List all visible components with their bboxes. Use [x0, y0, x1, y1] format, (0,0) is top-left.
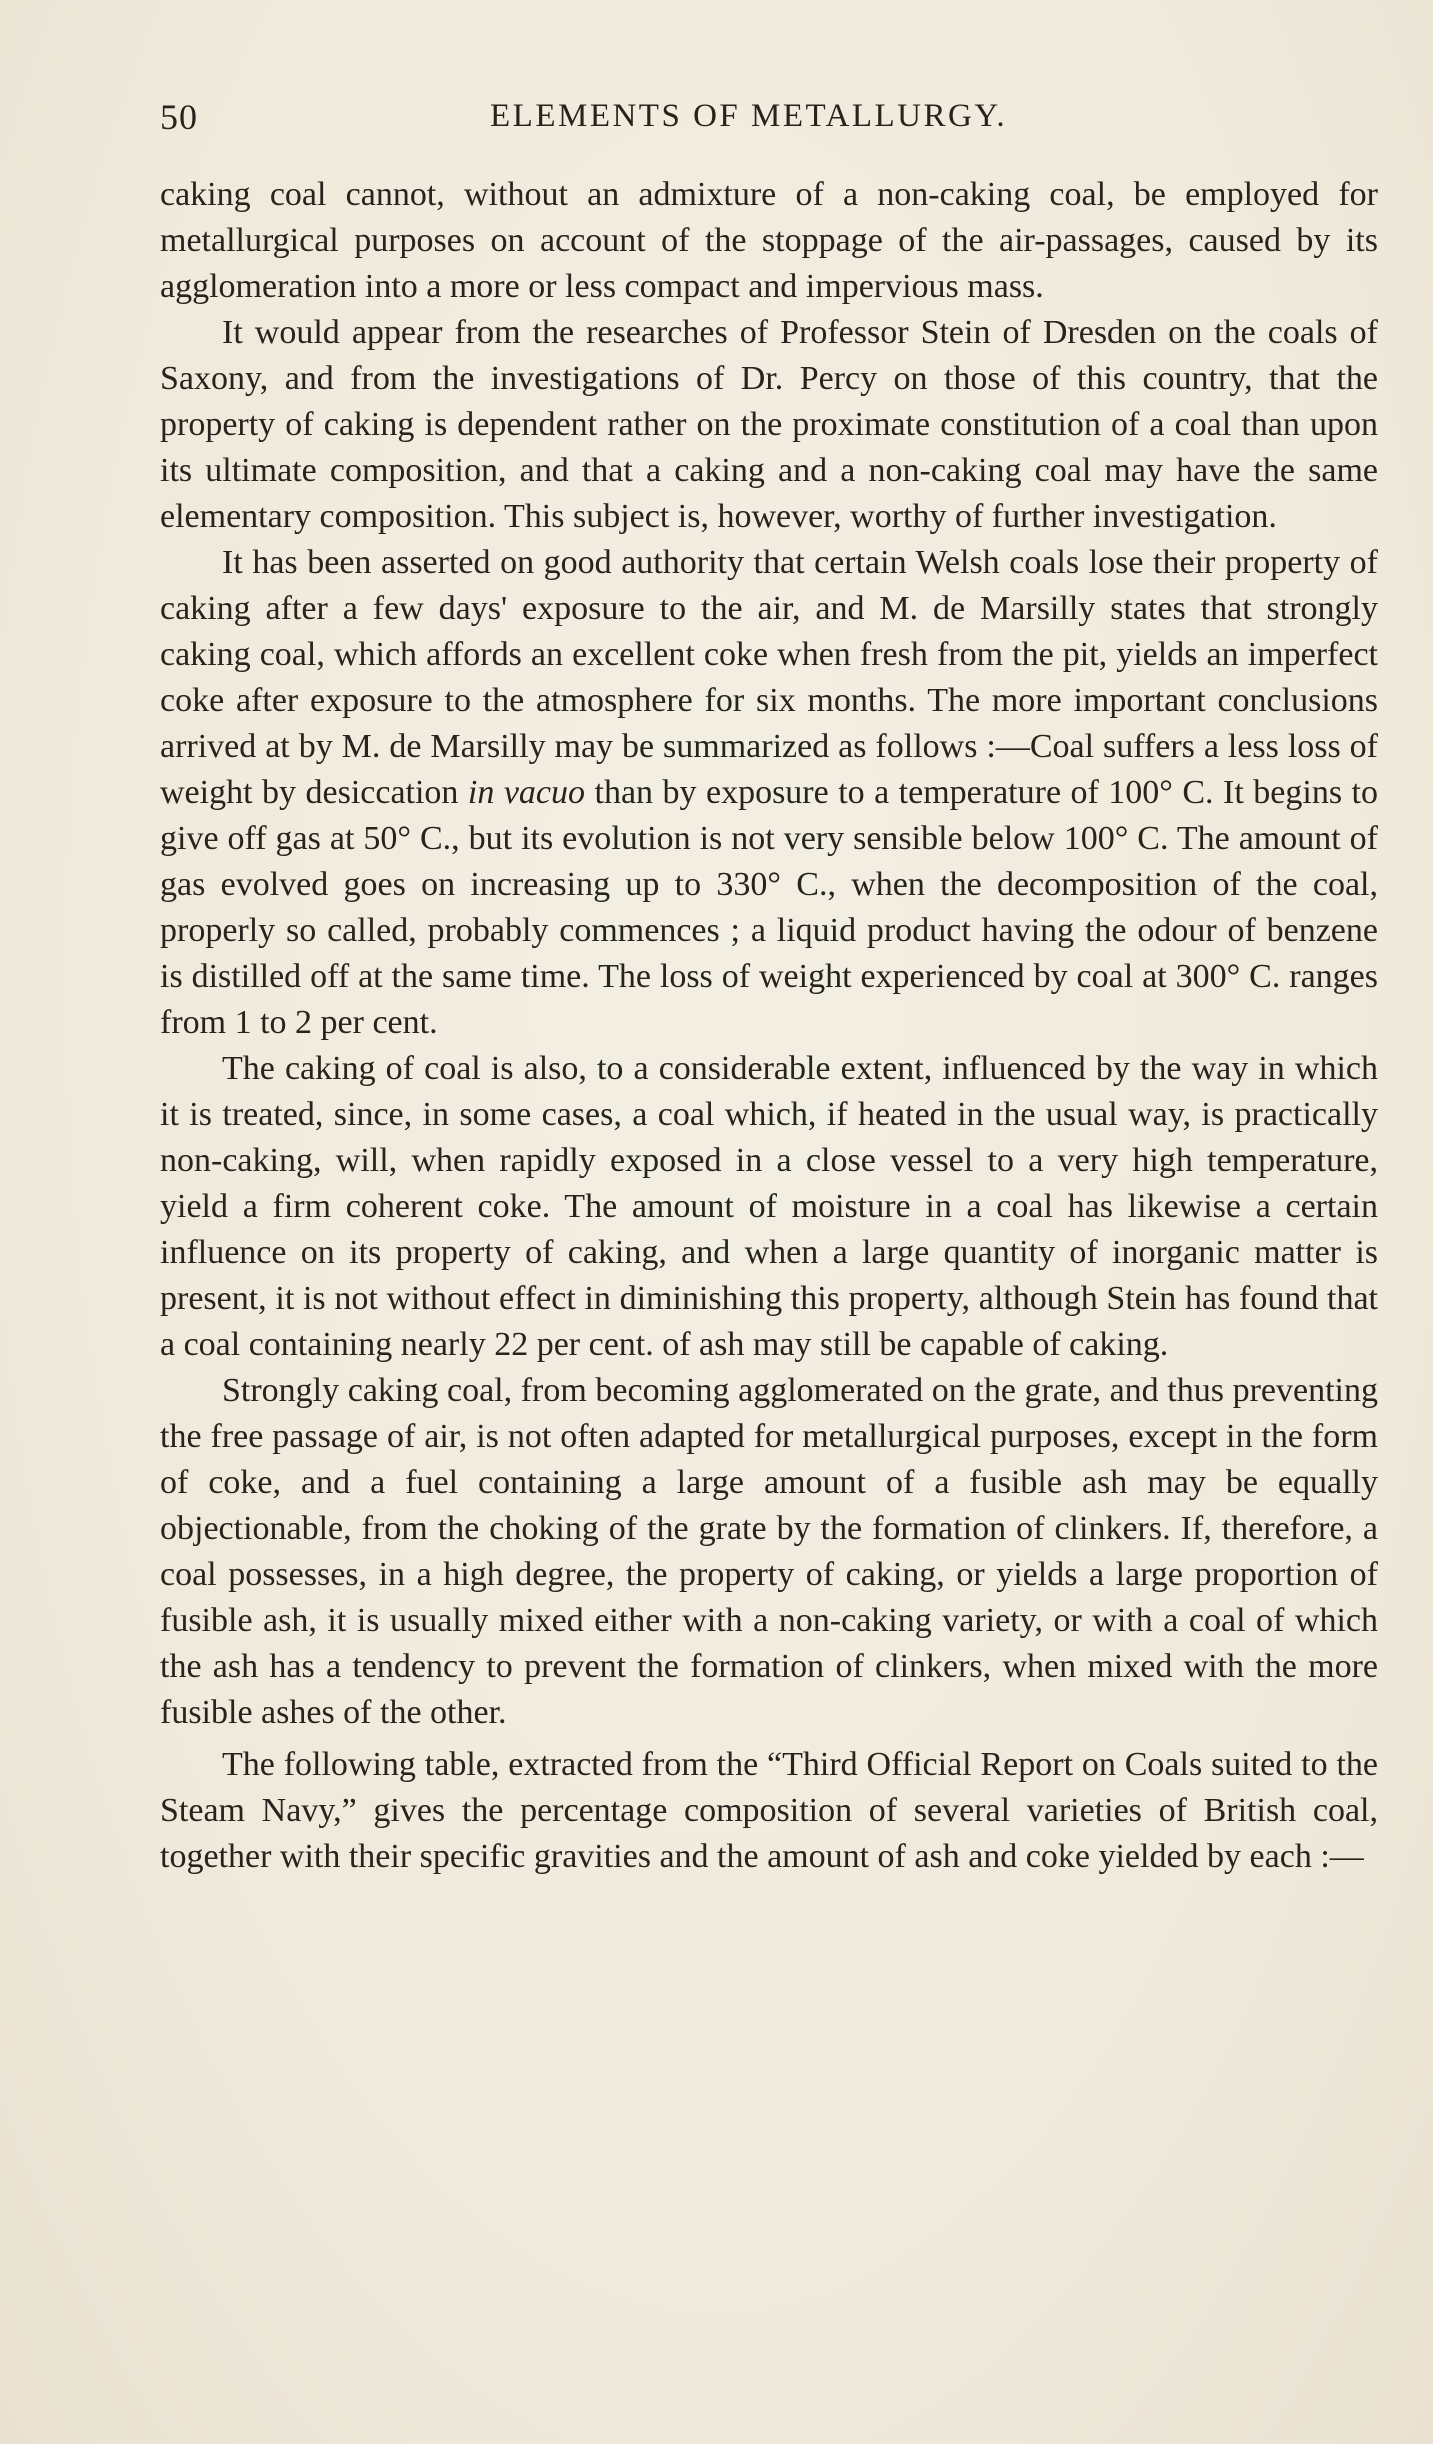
paragraph-marsilly	[160, 540, 1378, 1046]
paragraph-marsilly-part-2: than by exposure to a temperature of 100° C. It begins to give off gas at 50° C., but its evolution is not very sensible below 100° C. The amount of gas evolved goes on increasing up to 330° C., when the decomposition of the coal, properly so called, probably commences ; a liquid product having the odour of benzene is distilled off at the same time. The loss of weight experienced by coal at 300° C. ranges from 1 to 2 per cent.	[160, 774, 1378, 1041]
body-text	[160, 172, 1378, 1880]
paragraph-strongly-caking: Strongly caking coal, from becoming agglomerated on the grate, and thus preventing the free passage of air, is not often adapted for metallurgical purposes, except in the form of coke, and a fuel containing a large amount of a fusible ash may be equally objectionable, from the choking of the grate by the formation of clinkers. If, therefore, a coal possesses, in a high degree, the property of caking, or yields a large proportion of fusible ash, it is usually mixed either with a non-caking variety, or with a coal of which the ash has a tendency to prevent the formation of clinkers, when mixed with the more fusible ashes of the other.	[160, 1372, 1378, 1731]
paragraph-continued: caking coal cannot, without an admixture of a non-caking coal, be employed for metallurgical purposes on account of the stoppage of the air-passages, caused by its agglomeration into a more or less compact and impervious mass.	[160, 176, 1378, 305]
page-number: 50	[160, 97, 198, 137]
paragraph-table-intro: The following table, extracted from the “Third Official Report on Coals suited to the Steam Navy,” gives the percentage composition of several varieties of British coal, together with their specific gravities and the amount of ash and coke yielded by each :—	[160, 1746, 1378, 1875]
running-title: ELEMENTS OF METALLURGY.	[490, 98, 1008, 134]
italic-in-vacuo: in vacuo	[467, 774, 586, 811]
paragraph-stein-percy: It would appear from the researches of Professor Stein of Dresden on the coals of Saxony, and from the investigations of Dr. Percy on those of this country, that the property of caking is dependent rather on the proximate constitution of a coal than upon its ultimate composition, and that a caking and a non-caking coal may have the same elementary composition. This subject is, however, worthy of further investigation.	[160, 314, 1378, 535]
paragraph-caking-treatment: The caking of coal is also, to a considerable extent, influenced by the way in which it is treated, since, in some cases, a coal which, if heated in the usual way, is practically non-caking, will, when rapidly exposed in a close vessel to a very high temperature, yield a firm coherent coke. The amount of moisture in a coal has likewise a certain influence on its property of caking, and when a large quantity of inorganic matter is present, it is not without effect in diminishing this property, although Stein has found that a coal containing nearly 22 per cent. of ash may still be capable of caking.	[160, 1050, 1378, 1363]
paragraph-marsilly-part-1: It has been asserted on good authority that certain Welsh coals lose their property of caking after a few days' exposure to the air, and M. de Marsilly states that strongly caking coal, which affords an excellent coke when fresh from the pit, yields an imperfect coke after exposure to the atmosphere for six months. The more important conclusions arrived at by M. de Marsilly may be summarized as follows :—Coal suffers a less loss of weight by desiccation	[160, 544, 1378, 811]
running-head	[160, 96, 1360, 146]
